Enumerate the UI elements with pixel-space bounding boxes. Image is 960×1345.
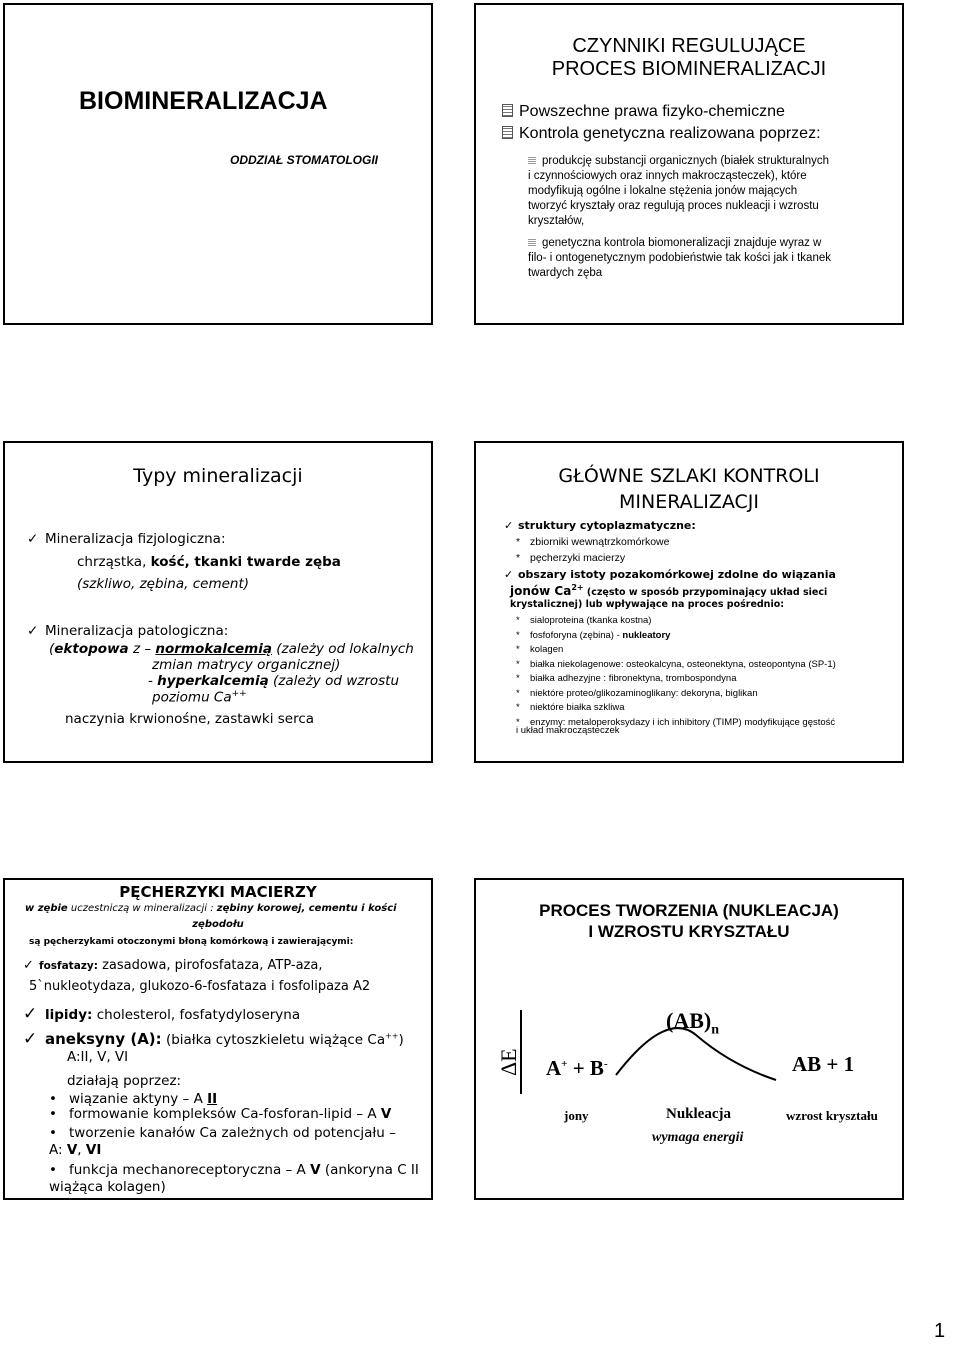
list-item-continuation: wiążąca kolagen) — [49, 1179, 166, 1195]
cluster-label: $(AB)_n$ — [666, 1008, 720, 1038]
subbullet-1: produkcję substancji organicznych (białek strukturalnych i czynnościowych oraz innych makrocząsteczek), które modyfikują ogólne i lokalne stężenia jonów mających tworzyć kryształy oraz regulują proces nukleacji i wzrostu kryształów, — [528, 155, 830, 227]
heading-cytoplasmic: ✓ struktury cytoplazmatyczne: — [504, 519, 696, 532]
checkmark-icon: ✓ — [504, 519, 514, 532]
physiological-detail: (szkliwo, zębina, cement) — [77, 576, 250, 592]
extracellular-line-2: jonów $Ca^{2+}$ (często w sposób przypominający układ sieci — [510, 583, 828, 598]
list-item: * białka niekolagenowe: osteokalcyna, osteonektyna, osteopontyna (SP-1) — [516, 658, 836, 673]
physiological-list: chrząstka, kość, tkanki twarde zęba — [77, 554, 341, 570]
ions-caption: jony — [564, 1108, 589, 1123]
title-line-1: CZYNNIKI REGULUJĄCE — [572, 35, 806, 57]
list-item: • wiązanie aktyny – A II — [49, 1091, 218, 1107]
slide-1-title: BIOMINERALIZACJA — [79, 87, 328, 115]
list-item-continuation: A: V, VI — [49, 1142, 102, 1158]
energy-caption: wymaga energii — [652, 1130, 744, 1145]
extracellular-line-3: krystalicznej) lub wpływające na proces pośrednio: — [510, 599, 785, 610]
slide-2-title — [476, 35, 902, 81]
list-item: • formowanie kompleksów Ca-fosforan-lipid – A V — [49, 1106, 392, 1122]
page-number: 1 — [934, 1320, 946, 1342]
annexins-act: działają poprzez: — [67, 1073, 182, 1089]
annexins-line: ✓ aneksyny (A): (białka cytoszkieletu wiążące Ca++) — [23, 1029, 404, 1049]
asterisk-icon: * — [516, 644, 520, 655]
bullet-2: Kontrola genetyczna realizowana poprzez: — [502, 125, 821, 143]
product-label: AB + 1 — [792, 1052, 855, 1076]
lipids-line: ✓ lipidy: cholesterol, fosfatydyloseryna — [23, 1004, 301, 1024]
square-bullet-icon — [502, 104, 513, 117]
checkmark-icon: ✓ — [23, 1029, 38, 1049]
list-item: * kolagen — [516, 643, 836, 658]
ions-label: A+ + B- — [546, 1056, 608, 1080]
pathological-line-3: - hyperkalcemią (zależy od wzrostu — [148, 673, 400, 689]
list-item: * białka adhezyjne : fibronektyna, trombospondyna — [516, 672, 836, 687]
pathological-line-2: zmian matrycy organicznej) — [152, 657, 341, 673]
extracellular-list — [516, 614, 836, 730]
list-item: * enzymy: metaloperoksydazy i ich inhibitory (TIMP) modyfikujące gęstość — [516, 716, 836, 731]
bullet-icon: • — [49, 1162, 57, 1178]
list-item: * sialoproteina (tkanka kostna) — [516, 614, 836, 629]
asterisk-icon: * — [516, 716, 520, 728]
list-item: • funkcja mechanoreceptoryczna – A V (ankoryna C II — [49, 1162, 419, 1178]
list-item: * niektóre białka szkliwa — [516, 701, 836, 716]
list-item: * fosfoforyna (zębina) - nukleatory — [516, 629, 836, 644]
annexins-types: A:II, V, VI — [67, 1049, 129, 1065]
asterisk-icon: * — [516, 658, 520, 670]
bullet-icon: • — [49, 1091, 57, 1107]
asterisk-icon: * — [516, 629, 520, 641]
heading-pathological: ✓ Mineralizacja patologiczna: — [27, 623, 229, 639]
asterisk-icon: * — [516, 552, 521, 564]
checkmark-icon: ✓ — [27, 531, 39, 547]
slide-3-title: Typy mineralizacji — [133, 465, 303, 487]
bullet-icon: • — [49, 1106, 57, 1122]
square-bullet-icon — [502, 126, 513, 139]
slide-4 — [474, 441, 904, 763]
slide-1-subtitle: ODDZIAŁ STOMATOLOGII — [230, 153, 378, 167]
delta-e-axis-label: ΔE — [496, 1048, 521, 1076]
pathological-examples: naczynia krwionośne, zastawki serca — [65, 711, 315, 727]
intro-line-2: zębodołu — [192, 919, 244, 930]
list-item: * niektóre proteo/glikozaminoglikany: dekoryna, biglikan — [516, 687, 836, 702]
bullet-1: Powszechne prawa fizyko-chemiczne — [502, 103, 785, 121]
asterisk-icon: * — [516, 536, 521, 548]
slide-5-title: PĘCHERZYKI MACIERZY — [119, 883, 317, 901]
slide-1 — [3, 3, 433, 325]
checkmark-icon: ✓ — [27, 623, 39, 639]
asterisk-icon: * — [516, 673, 520, 684]
heading-physiological: ✓ Mineralizacja fizjologiczna: — [27, 531, 226, 547]
slide-2 — [474, 3, 904, 325]
slide-6 — [474, 878, 904, 1200]
nucleation-caption: Nukleacja — [666, 1106, 731, 1122]
list-item: • tworzenie kanałów Ca zależnych od potencjału – — [49, 1125, 396, 1141]
asterisk-icon: * — [516, 702, 520, 713]
subbullet-2: genetyczna kontrola biomoneralizacji znajduje wyraz w filo- i ontogenetycznym podobieństwie tak kości jak i tkanek twardych zęba — [528, 237, 831, 279]
square-bullet-icon — [528, 238, 536, 246]
phosphatases-line-2: 5`nukleotydaza, glukozo-6-fosfataza i fosfolipaza A2 — [29, 979, 371, 994]
title-line-2: PROCES BIOMINERALIZACJI — [551, 58, 827, 80]
asterisk-icon: * — [516, 615, 520, 626]
growth-caption: wzrost kryształu — [786, 1108, 878, 1123]
slide-3 — [3, 441, 433, 763]
square-bullet-icon — [528, 156, 536, 164]
bullet-icon: • — [49, 1125, 57, 1141]
list-item-continuation: i układ makrocząsteczek — [516, 725, 620, 736]
checkmark-icon: ✓ — [504, 568, 514, 581]
phosphatases-line: ✓ fosfatazy: zasadowa, pirofosfataza, ATP-aza, — [23, 958, 323, 973]
checkmark-icon: ✓ — [23, 958, 34, 973]
asterisk-icon: * — [516, 687, 520, 699]
slide-6-title: PROCES TWORZENIA (NUKLEACJA) I WZROSTU KRYSZTAŁU — [539, 901, 839, 941]
heading-extracellular: ✓ obszary istoty pozakomórkowej zdolne do wiązania — [504, 568, 836, 581]
slide-5 — [3, 878, 433, 1200]
list-item: * zbiorniki wewnątrzkomórkowe — [516, 536, 670, 548]
checkmark-icon: ✓ — [23, 1004, 38, 1024]
pathological-line-1: (ektopowa z – normokalcemią (zależy od lokalnych — [49, 641, 414, 657]
energy-curve — [476, 880, 904, 1200]
intro-line-1: w zębie uczestniczą w mineralizacji : zębiny korowej, cementu i kości — [25, 903, 397, 914]
list-item: * pęcherzyki macierzy — [516, 552, 626, 564]
intro-line-3: są pęcherzykami otoczonymi błoną komórkową i zawierającymi: — [29, 937, 354, 947]
slide-4-title: GŁÓWNE SZLAKI KONTROLI MINERALIZACJI — [558, 465, 820, 513]
pathological-line-4: poziomu Ca++ — [152, 689, 247, 706]
